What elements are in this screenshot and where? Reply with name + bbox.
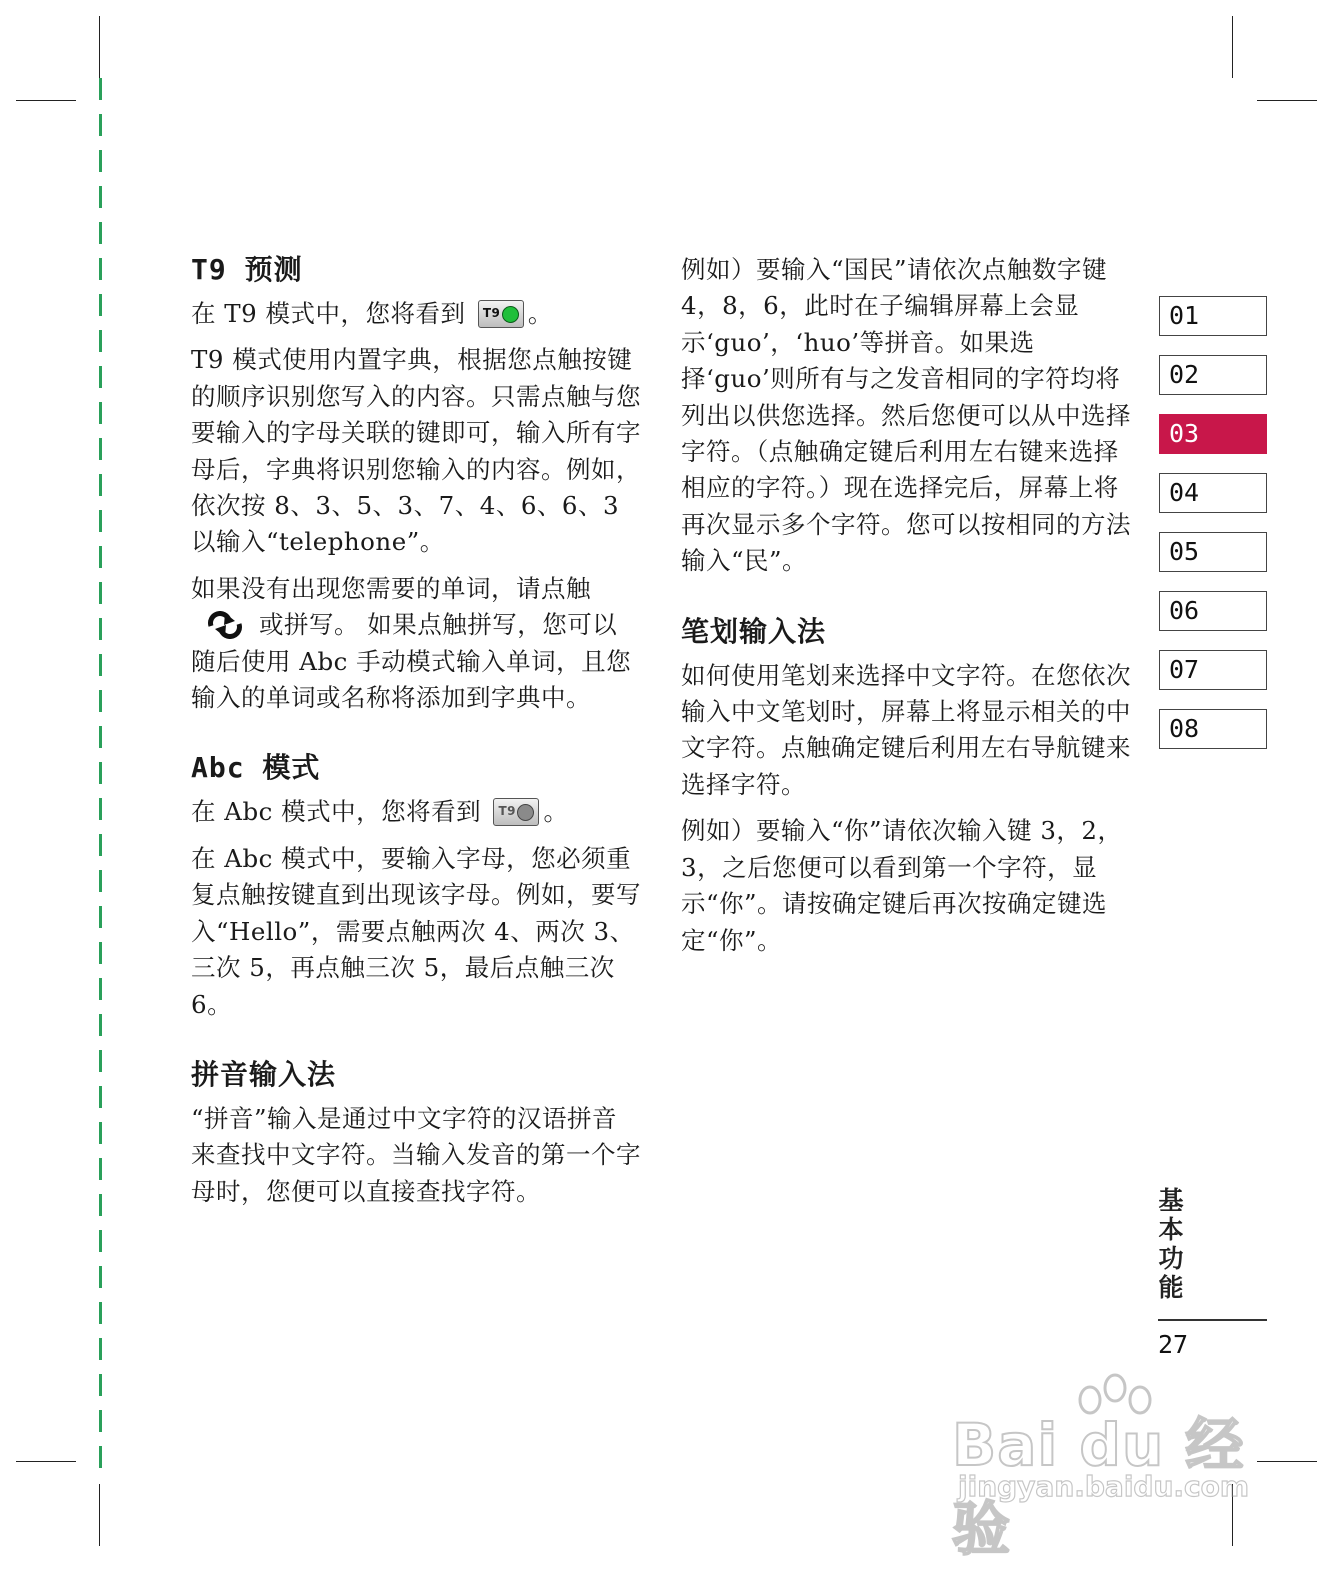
t9-mode-icon [478,300,524,328]
crop-mark [16,100,76,101]
page-number: 27 [1158,1330,1189,1359]
abc-paragraph-1: 在 Abc 模式中，要输入字母，您必须重复点触按键直到出现该字母。例如，要写入“Hello”，需要点触两次 4、两次 3、三次 5，再点触三次 5，最后点触三次 6。 [191,843,641,1019]
crop-mark [1257,100,1317,101]
t9-paragraph-2 [191,571,641,717]
t9-icon-label: T9 [482,305,501,320]
chapter-tab-03[interactable]: 03 [1159,414,1267,454]
abc-mode-icon [493,798,539,826]
chapter-tab-02[interactable]: 02 [1159,355,1267,395]
crop-mark [99,1484,100,1546]
abc-inactive-dot-icon [517,804,534,821]
t9-intro-end: 。 [527,299,553,328]
watermark-url: jingyan.baidu.com [958,1470,1250,1503]
pinyin-paragraph-1: “拼音”输入是通过中文字符的汉语拼音来查找中文字符。当输入发音的第一个字母时，您便可以直接查找字符。 [191,1103,641,1206]
footer-rule [1158,1319,1267,1321]
t9-intro [191,296,641,332]
chapter-title-char: 基 [1158,1186,1184,1215]
section-heading-stroke: 笔划输入法 [681,614,827,648]
abc-intro-end: 。 [543,797,569,827]
chapter-tabs [1159,296,1267,768]
t9-p2-text-end: 或拼写。 如果点触拼写，您可以随后使用 Abc 手动模式输入单词，且您输入的单词或名称将添加到字典中。 [191,610,632,713]
left-column [191,248,641,1220]
chapter-tab-04[interactable]: 04 [1159,473,1267,513]
t9-intro-text: 在 T9 模式中，您将看到 [191,299,466,328]
abc-icon-label: T9 [498,803,517,818]
chapter-tab-05[interactable]: 05 [1159,532,1267,572]
chapter-title [1156,1186,1186,1302]
t9-active-dot-icon [502,306,519,323]
stroke-paragraph-2: 例如）要输入“你”请依次输入键 3，2，3，之后您便可以看到第一个字符，显示“你”。请按确定键后再次按确定键选定“你”。 [681,816,1123,955]
t9-p2-text-start: 如果没有出现您需要的单词，请点触 [191,573,591,603]
chapter-tab-01[interactable]: 01 [1159,296,1267,336]
stroke-paragraph-1: 如何使用笔划来选择中文字符。在您依次输入中文笔划时，屏幕上将显示相关的中文字符。点触确定键后利用左右导航键来选择字符。 [681,660,1131,799]
baidu-watermark [940,1370,1270,1563]
section-heading-pinyin: 拼音输入法 [191,1057,337,1091]
watermark-brand: Bai du 经验 [952,1411,1245,1563]
t9-paragraph-1: T9 模式使用内置字典，根据您点触按键的顺序识别您写入的内容。只需点触与您要输入的字母关联的键即可，输入所有字母后，字典将识别您输入的内容。例如，依次按 8、3、5、3、7、4、6、6、3 以输入“telephone”。 [191,345,641,557]
right-column [681,248,1133,969]
abc-intro-text: 在 Abc 模式中，您将看到 [191,797,482,827]
crop-mark [99,16,100,78]
chapter-title-char: 本 [1158,1215,1184,1244]
chapter-tab-07[interactable]: 07 [1159,650,1267,690]
fold-line [99,78,102,1478]
abc-intro [191,794,641,830]
chapter-title-char: 功 [1158,1244,1184,1273]
chapter-tab-06[interactable]: 06 [1159,591,1267,631]
section-heading-abc: Abc 模式 [191,751,321,785]
cycle-arrows-icon [205,611,245,639]
pinyin-example-paragraph: 例如）要输入“国民”请依次点触数字键4，8，6，此时在子编辑屏幕上会显示‘guo’，‘huo’等拼音。如果选择‘guo’则所有与之发音相同的字符均将列出以供您选择。然后您便可以从中选择字符。（点触确定键后利用左右键来选择相应的字符。）现在选择完后，屏幕上将再次显示多个字符。您可以按相同的方法输入“民”。 [681,255,1131,576]
chapter-tab-08[interactable]: 08 [1159,709,1267,749]
section-heading-t9: T9 预测 [191,253,303,286]
crop-mark [1232,16,1233,78]
chapter-title-char: 能 [1158,1273,1184,1302]
crop-mark [16,1461,76,1462]
